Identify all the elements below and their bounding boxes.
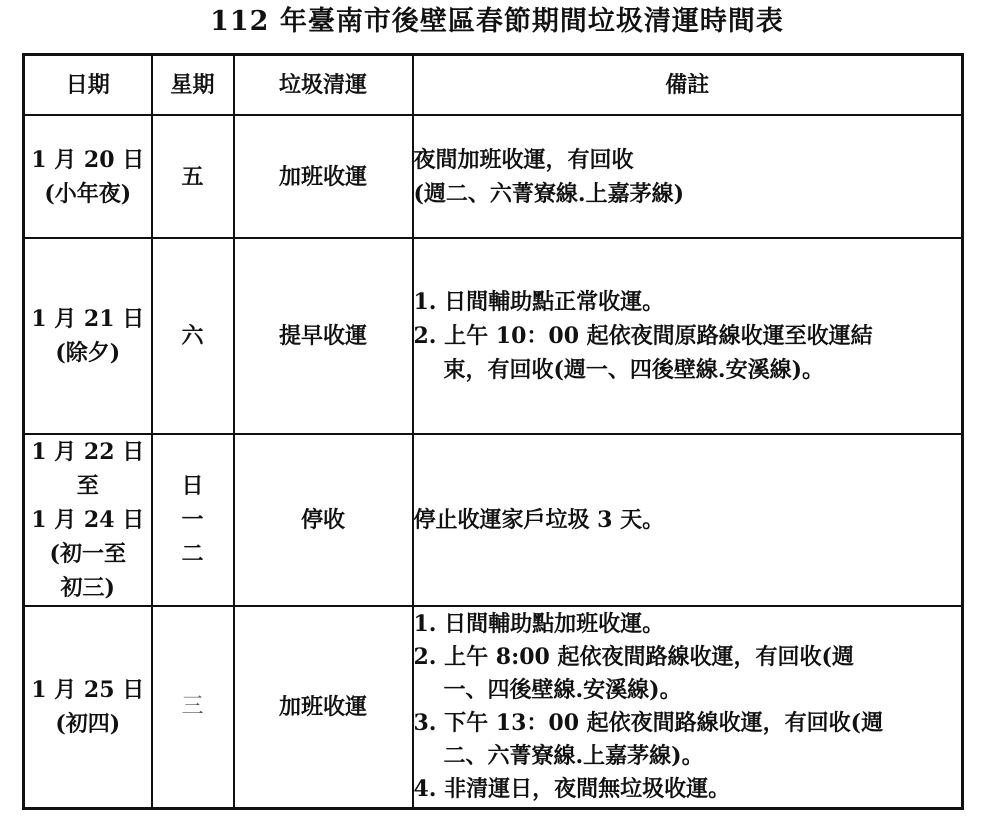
weekday-cell — [152, 434, 234, 606]
collection-cell: 提早收運 — [234, 238, 413, 434]
date-line: 1 月 20 日 — [31, 146, 145, 173]
table-header-row — [24, 55, 963, 116]
date-line: 至 — [76, 473, 99, 499]
date-cell — [24, 238, 152, 434]
note-line: 2. 上午 10：00 起依夜間原路線收運至收運結 — [413, 323, 873, 349]
note-cell — [413, 606, 963, 809]
note-line: 束，有回收(週一、四後壁線.安溪線)。 — [443, 357, 824, 383]
header-date: 日期 — [24, 55, 152, 116]
note-line: 一、四後壁線.安溪線)。 — [443, 677, 682, 703]
weekday-cell — [152, 238, 234, 434]
weekday-cell — [152, 115, 234, 238]
note-line: 二、六菁寮線.上嘉茅線)。 — [443, 743, 704, 769]
weekday-line: 六 — [181, 323, 204, 349]
note-line: 停止收運家戶垃圾 3 天。 — [413, 507, 665, 533]
note-line: 2. 上午 8:00 起依夜間路線收運，有回收(週 — [413, 644, 854, 670]
date-line: 1 月 25 日 — [31, 677, 145, 703]
note-cell — [413, 115, 963, 238]
table-row — [24, 606, 963, 809]
note-line: 1. 日間輔助點加班收運。 — [413, 611, 665, 637]
weekday-line: 五 — [181, 163, 204, 190]
note-line: 4. 非清運日，夜間無垃圾收運。 — [413, 776, 731, 802]
note-cell — [413, 434, 963, 606]
date-line: 初三) — [60, 575, 115, 601]
note-line: (週二、六菁寮線.上嘉茅線) — [413, 180, 684, 207]
schedule-table — [22, 53, 964, 810]
date-line: (小年夜) — [44, 180, 132, 207]
weekday-line: 一 — [181, 507, 204, 533]
table-row — [24, 434, 963, 606]
weekday-line: 日 — [181, 473, 204, 499]
header-note: 備註 — [413, 55, 963, 116]
date-cell — [24, 434, 152, 606]
weekday-line: 三 — [181, 694, 204, 719]
header-weekday: 星期 — [152, 55, 234, 116]
note-cell — [413, 238, 963, 434]
date-cell — [24, 115, 152, 238]
date-line: 1 月 24 日 — [31, 507, 145, 533]
table-row — [24, 238, 963, 434]
page-title: 112 年臺南市後壁區春節期間垃圾清運時間表 — [210, 6, 784, 37]
note-line: 3. 下午 13：00 起依夜間路線收運，有回收(週 — [413, 710, 884, 736]
date-line: 1 月 21 日 — [31, 306, 145, 332]
weekday-line: 二 — [181, 541, 204, 567]
note-line: 1. 日間輔助點正常收運。 — [413, 289, 665, 315]
date-line: 1 月 22 日 — [31, 439, 145, 465]
note-line: 夜間加班收運，有回收 — [413, 146, 634, 173]
collection-cell: 加班收運 — [234, 115, 413, 238]
collection-cell: 停收 — [234, 434, 413, 606]
table-row — [24, 115, 963, 238]
header-collection: 垃圾清運 — [234, 55, 413, 116]
date-cell — [24, 606, 152, 809]
date-line: (除夕) — [55, 340, 121, 366]
collection-cell: 加班收運 — [234, 606, 413, 809]
weekday-cell — [152, 606, 234, 809]
date-line: (初四) — [55, 711, 121, 737]
date-line: (初一至 — [49, 541, 126, 567]
